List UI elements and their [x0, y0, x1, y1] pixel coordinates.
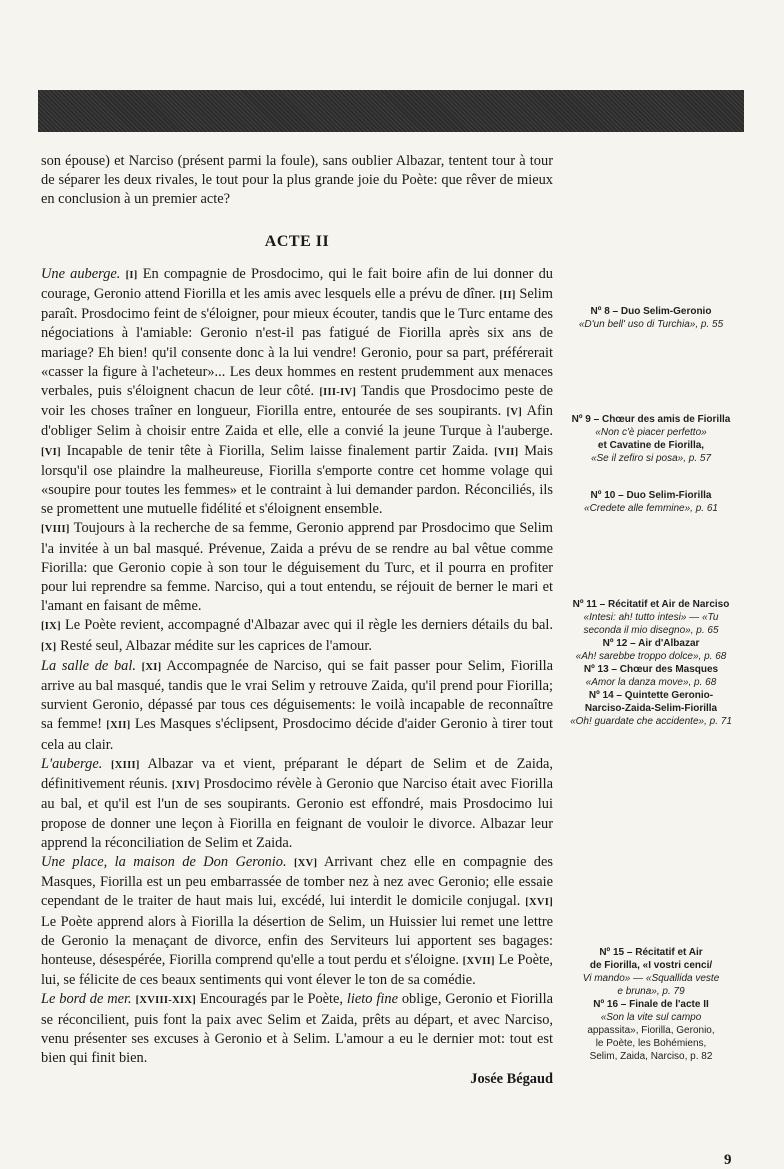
act-title: ACTE II — [264, 232, 330, 250]
text-run: Incapable de tenir tête à Fiorilla, Selim laisse finalement partir Zaida. — [60, 442, 495, 459]
synopsis-paragraph — [41, 755, 553, 853]
text-run: Mais lorsqu'il ose plaindre la malheureuse, Fiorilla s'emporte contre cet homme volage qui «soupire pour toutes les femmes» et le contraint à lui demander pardon. Réconciliés, ils se promettent une mutuelle fidélité et s'éloignent ensemble. — [41, 442, 553, 518]
text-run: oblige, Geronio et Fiorilla se réconcilient, puis font la paix avec Selim et Zaida, prêts au départ, et avec Narciso, venu présenter ses excuses à Geronio et à Selim. L'amour a eu le dernier mot: tout est bien qui finit bien. — [41, 991, 553, 1066]
note-line: Vi mando» — «Squallida veste — [582, 973, 720, 984]
intro-paragraph: son épouse) et Narciso (présent parmi la foule), sans oublier Albazar, tentent tour à tour de séparer les deux rivales, le tout pour la plus grande joie du Poète: que rêver de mieux en conclusion à un premier acte? — [41, 153, 553, 208]
note-heading: Nº 9 – Chœur des amis de Fiorilla — [571, 414, 731, 425]
scene-number: [XII] — [106, 720, 131, 732]
note-heading: Narciso-Zaida-Selim-Fiorilla — [584, 703, 718, 714]
text-run: Le Poète, lui, se félicite de ces beaux sentiments qui vont élever le ton de sa comédie. — [41, 951, 553, 989]
text-run: Albazar va et vient, préparant le départ de Selim et de Zaida, définitivement réunis. — [41, 755, 553, 793]
text-run: Les Masques s'éclipsent, Prosdocimo décide d'aider Geronio à tirer tout cela au clair. — [41, 716, 553, 753]
note-line: «Oh! guardate che accidente», p. 71 — [570, 716, 732, 727]
header-band — [38, 90, 744, 132]
synopsis-paragraph — [41, 616, 553, 656]
text-run: Tandis que Prosdocimo peste de voir les choses traîner en longueur, Fiorilla entre, entourée de ses soupirants. — [41, 383, 553, 420]
note-line: le Poète, les Bohémiens, — [595, 1038, 707, 1049]
italic-text: Le bord de mer. — [41, 991, 132, 1008]
text-run: Le Poète apprend alors à Fiorilla la désertion de Selim, un Huissier lui remet une lettre de Geronio la menaçant de divorce, enfin des Serviteurs lui apportent ses bagages: honteuse, désespérée, Fiorilla comprend qu'elle a tout perdu et s'éloigne. — [41, 913, 553, 968]
text-run: Le Poète revient, accompagné d'Albazar avec qui il règle les derniers détails du bal. — [60, 617, 553, 634]
note-heading: Nº 13 – Chœur des Masques — [583, 664, 719, 675]
note-line: «Credete alle femmine», p. 61 — [584, 503, 718, 514]
scene-number: [I] — [125, 269, 138, 281]
text-run — [287, 854, 294, 870]
note-line: «Non c'è piacer perfetto» — [595, 427, 707, 438]
text-run: Selim paraît. Prosdocimo feint de s'éloigner, pour mieux écouter, tandis que le Turc entame des négociations à l'amiable: Geronio n'est-il pas fatigué de Fiorilla après six ans de mariage? Eh bien! qu'il consente donc à la lui vendre! Geronio, pour sa part, préférerait «casser la figure à l'acheteur»... Les deux hommes en restent prudemment aux menaces verbales, puis s'éloignent chacun de leur côté. — [41, 286, 553, 400]
note-heading: Nº 8 – Duo Selim-Geronio — [590, 306, 712, 317]
note-line: Selim, Zaida, Narciso, p. 82 — [589, 1051, 713, 1062]
note-heading: Nº 12 – Air d'Albazar — [602, 638, 700, 649]
scene-number: [XV] — [294, 857, 318, 869]
note-line: «Se il zefiro si posa», p. 57 — [590, 453, 712, 464]
note-heading: et Cavatine de Fiorilla, — [597, 440, 705, 451]
scene-number: [XVIII-XIX] — [135, 995, 197, 1007]
scene-number: [XVI] — [525, 897, 553, 909]
synopsis-paragraph — [41, 990, 553, 1068]
text-run: Encouragés par le Poète, — [196, 991, 347, 1008]
note-heading: de Fiorilla, «I vostri cenci/ — [589, 960, 713, 971]
scene-number: [XVII] — [462, 955, 495, 967]
note-heading: Nº 15 – Récitatif et Air — [599, 947, 703, 958]
scene-number: [V] — [506, 407, 523, 419]
note-line: seconda il mio disegno», p. 65 — [583, 625, 719, 636]
scene-number: [III-IV] — [319, 387, 357, 399]
synopsis-paragraph — [41, 853, 553, 990]
signature: Josée Bégaud — [470, 1071, 553, 1088]
scene-number: [XI] — [141, 661, 162, 673]
main-text-column — [41, 152, 553, 1089]
scene-number: [VI] — [41, 446, 61, 458]
scene-number: [XIII] — [111, 759, 140, 771]
text-run — [102, 756, 111, 772]
note-heading: Nº 14 – Quintette Geronio- — [588, 690, 714, 701]
note-line: «Amor la danza move», p. 68 — [585, 677, 717, 688]
note-line: e bruna», p. 79 — [617, 986, 685, 997]
note-line: «D'un bell' uso di Turchia», p. 55 — [578, 319, 724, 330]
note-heading: Nº 10 – Duo Selim-Fiorilla — [590, 490, 712, 501]
scene-number: [VII] — [494, 446, 519, 458]
margin-note — [560, 305, 742, 331]
scene-number: [IX] — [41, 621, 61, 633]
margin-note — [560, 946, 742, 1063]
text-run: Accompagnée de Narciso, qui se fait passer pour Selim, Fiorilla arrive au bal masqué, tandis que le vrai Selim y retrouve Zaida, qu'il prend pour Fiorilla; survient Geronio, dépassé par tous ces déguisements: le voilà incapable de reconnaître sa femme! — [41, 657, 553, 733]
italic-text: La salle de bal. — [41, 657, 136, 674]
note-line: «Son la vite sul campo — [600, 1012, 702, 1023]
italic-text: Une place, la maison de Don Geronio. — [41, 853, 287, 870]
italic-text: lieto fine — [346, 991, 398, 1008]
synopsis-paragraph — [41, 519, 553, 616]
scene-number: [II] — [499, 290, 516, 302]
page-number: 9 — [724, 1152, 732, 1168]
note-line: appassita», Fiorilla, Geronio, — [587, 1025, 715, 1036]
note-heading: Nº 11 – Récitatif et Air de Narciso — [572, 599, 730, 610]
margin-note — [560, 413, 742, 465]
margin-note — [560, 598, 742, 728]
text-run: Toujours à la recherche de sa femme, Geronio apprend par Prosdocimo que Selim l'a invitée à un bal masqué. Prévenue, Zaida a prévu de se rendre au bal vêtue comme Fiorilla: que Geronio copie à son tour le déguisement du Turc, et il pourra en profiter pour lui reprendre sa femme. Narciso, qui a tout entendu, se réjouit de berner le mari et l'amant en faisant de même. — [41, 520, 553, 615]
italic-text: Une auberge. — [41, 265, 121, 282]
italic-text: L'auberge. — [41, 755, 103, 772]
text-run: Afin d'obliger Selim à choisir entre Zaida et elle, elle a convié la jeune Turque à l'auberge. — [41, 403, 553, 440]
text-run: Resté seul, Albazar médite sur les caprices de l'amour. — [56, 637, 372, 654]
synopsis-paragraph — [41, 657, 553, 755]
scene-number: [VIII] — [41, 524, 70, 536]
scene-number: [XIV] — [171, 780, 200, 792]
text-run: Prosdocimo révèle à Geronio que Narciso était avec Fiorilla au bal, et qu'il est l'un de ses soupirants. Geronio est effondré, mais Prosdocimo lui propose de donner une leçon à Fiorilla en feignant de vouloir le divorce. Albazar leur apprend la réconciliation de Selim et Zaida. — [41, 776, 553, 851]
text-run: En compagnie de Prosdocimo, qui le fait boire afin de lui donner du courage, Geronio attend Fiorilla et les amis avec lesquels elle a prévu de dîner. — [41, 265, 554, 303]
note-line: «Ah! sarebbe troppo dolce», p. 68 — [575, 651, 727, 662]
margin-note — [560, 489, 742, 515]
note-heading: Nº 16 – Finale de l'acte II — [593, 999, 709, 1010]
note-line: «Intesi: ah! tutto intesi» — «Tu — [583, 612, 719, 623]
synopsis-paragraphs — [41, 265, 553, 1068]
scene-number: [X] — [41, 641, 57, 653]
text-run: Arrivant chez elle en compagnie des Masques, Fiorilla est un peu embarrassée de tomber nez à nez avec Geronio; elle essaie cependant de le traiter de haut mais lui, excédé, lui interdit le domicile conjugal. — [41, 853, 553, 910]
synopsis-paragraph — [41, 265, 553, 520]
